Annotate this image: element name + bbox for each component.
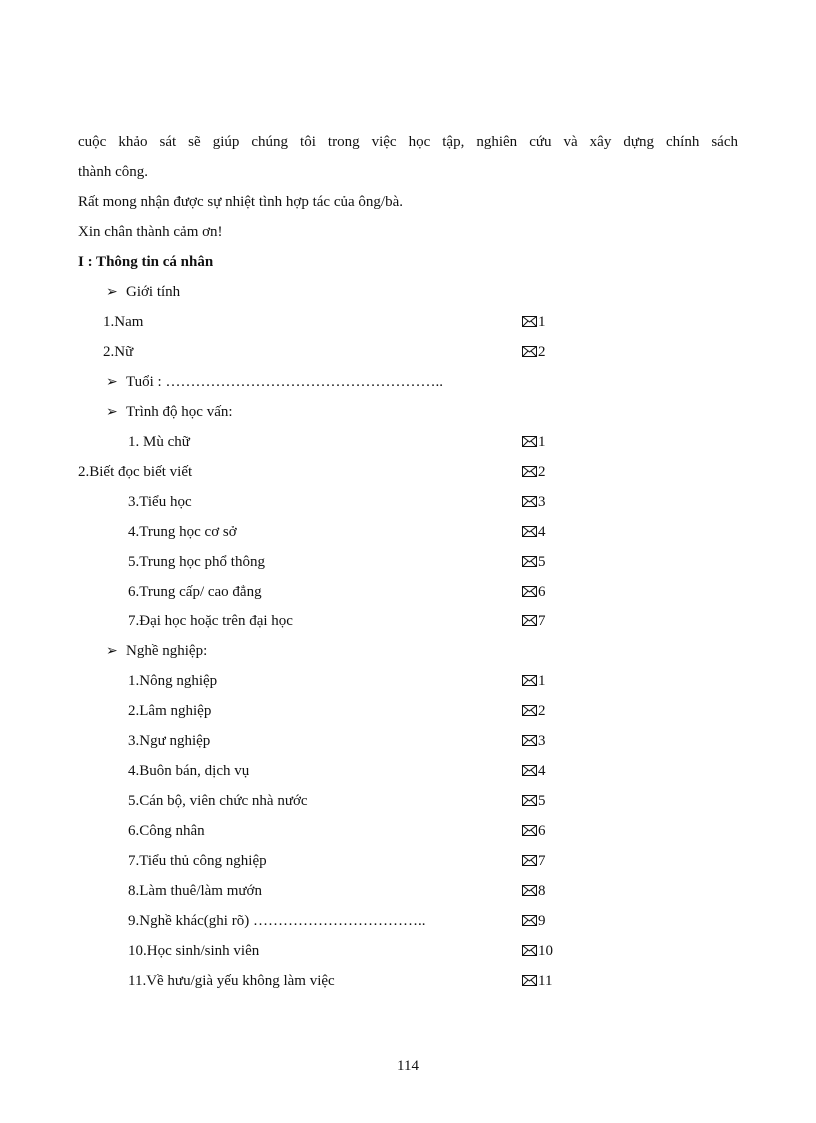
education-option-checkbox[interactable] — [522, 493, 546, 511]
gender-label: Giới tính — [126, 284, 181, 300]
occupation-option-checkbox[interactable] — [522, 792, 546, 810]
option-code: 6 — [538, 823, 546, 839]
occupation-option-label: 8.Làm thuê/làm mướn — [128, 883, 262, 899]
education-option-label: 6.Trung cấp/ cao đẳng — [128, 584, 262, 600]
envelope-x-icon — [522, 466, 537, 477]
education-option-checkbox[interactable] — [522, 523, 546, 541]
gender-option-checkbox[interactable] — [522, 343, 546, 361]
envelope-x-icon — [522, 556, 537, 567]
option-code: 7 — [538, 853, 546, 869]
option-code: 3 — [538, 733, 546, 749]
education-option-label: 5.Trung học phổ thông — [128, 554, 265, 570]
envelope-x-icon — [522, 526, 537, 537]
education-option-checkbox[interactable] — [522, 583, 546, 601]
occupation-option-label: 5.Cán bộ, viên chức nhà nước — [128, 793, 308, 809]
option-code: 11 — [538, 973, 553, 989]
occupation-option-checkbox[interactable] — [522, 732, 546, 750]
education-option-label: 2.Biết đọc biết viết — [78, 464, 193, 480]
envelope-x-icon — [522, 735, 537, 746]
occupation-label: Nghề nghiệp: — [126, 643, 208, 659]
option-code: 1 — [538, 673, 546, 689]
education-option-checkbox[interactable] — [522, 612, 546, 630]
section-title: I : Thông tin cá nhân — [78, 254, 214, 270]
education-option-checkbox[interactable] — [522, 463, 546, 481]
arrow-bullet-icon: ➢ — [106, 375, 118, 390]
education-option-label: 1. Mù chữ — [128, 434, 190, 450]
intro-line-2: thành công. — [78, 164, 148, 180]
occupation-option-checkbox[interactable] — [522, 972, 552, 990]
envelope-x-icon — [522, 436, 537, 447]
education-option-label: 3.Tiểu học — [128, 494, 192, 510]
envelope-x-icon — [522, 855, 537, 866]
age-question — [106, 373, 443, 392]
option-code: 2 — [538, 703, 546, 719]
option-code: 2 — [538, 464, 546, 480]
envelope-x-icon — [522, 675, 537, 686]
option-code: 1 — [538, 314, 546, 330]
envelope-x-icon — [522, 945, 537, 956]
education-option-checkbox[interactable] — [522, 433, 546, 451]
gender-option-label: 1.Nam — [103, 314, 144, 330]
occupation-option-label: 1.Nông nghiệp — [128, 673, 218, 689]
occupation-option-label: 10.Học sinh/sinh viên — [128, 943, 260, 959]
envelope-x-icon — [522, 316, 537, 327]
occupation-option-checkbox[interactable] — [522, 672, 546, 690]
option-code: 6 — [538, 584, 546, 600]
occupation-option-checkbox[interactable] — [522, 852, 546, 870]
occupation-option-label: 6.Công nhân — [128, 823, 205, 839]
occupation-option-checkbox[interactable] — [522, 822, 546, 840]
education-option-checkbox[interactable] — [522, 553, 546, 571]
gender-option-checkbox[interactable] — [522, 313, 546, 331]
option-code: 5 — [538, 793, 546, 809]
option-code: 9 — [538, 913, 546, 929]
option-code: 3 — [538, 494, 546, 510]
intro-line-4: Xin chân thành cảm ơn! — [78, 224, 223, 240]
education-option-label: 4.Trung học cơ sở — [128, 524, 237, 540]
arrow-bullet-icon: ➢ — [106, 285, 118, 300]
envelope-x-icon — [522, 705, 537, 716]
envelope-x-icon — [522, 615, 537, 626]
intro-line-3: Rất mong nhận được sự nhiệt tình hợp tác của ông/bà. — [78, 194, 403, 210]
arrow-bullet-icon: ➢ — [106, 644, 118, 659]
occupation-option-checkbox[interactable] — [522, 762, 546, 780]
occupation-question — [106, 642, 207, 661]
option-code: 1 — [538, 434, 546, 450]
occupation-option-label: 4.Buôn bán, dịch vụ — [128, 763, 250, 779]
envelope-x-icon — [522, 346, 537, 357]
occupation-option-label: 2.Lâm nghiệp — [128, 703, 212, 719]
arrow-bullet-icon: ➢ — [106, 405, 118, 420]
envelope-x-icon — [522, 496, 537, 507]
envelope-x-icon — [522, 885, 537, 896]
option-code: 5 — [538, 554, 546, 570]
option-code: 4 — [538, 524, 546, 540]
envelope-x-icon — [522, 915, 537, 926]
option-code: 7 — [538, 613, 546, 629]
occupation-option-label: 11.Về hưu/già yếu không làm việc — [128, 973, 335, 989]
envelope-x-icon — [522, 975, 537, 986]
education-question — [106, 403, 233, 422]
page-number: 114 — [397, 1058, 419, 1074]
occupation-option-label: 3.Ngư nghiệp — [128, 733, 211, 749]
envelope-x-icon — [522, 586, 537, 597]
option-code: 2 — [538, 344, 546, 360]
age-label: Tuổi : ……………………………………………….. — [126, 374, 443, 390]
education-label: Trình độ học vấn: — [126, 404, 233, 420]
envelope-x-icon — [522, 765, 537, 776]
option-code: 10 — [538, 943, 553, 959]
intro-line-1: cuộc khảo sát sẽ giúp chúng tôi trong việc học tập, nghiên cứu và xây dựng chính sách — [78, 134, 738, 150]
option-code: 8 — [538, 883, 546, 899]
option-code: 4 — [538, 763, 546, 779]
occupation-option-checkbox[interactable] — [522, 942, 553, 960]
occupation-option-label: 9.Nghề khác(ghi rõ) …………………………….. — [128, 913, 426, 929]
occupation-option-checkbox[interactable] — [522, 702, 546, 720]
gender-question — [106, 283, 180, 302]
occupation-option-checkbox[interactable] — [522, 882, 546, 900]
envelope-x-icon — [522, 825, 537, 836]
occupation-option-label: 7.Tiểu thủ công nghiệp — [128, 853, 267, 869]
education-option-label: 7.Đại học hoặc trên đại học — [128, 613, 293, 629]
gender-option-label: 2.Nữ — [103, 344, 134, 360]
envelope-x-icon — [522, 795, 537, 806]
occupation-option-checkbox[interactable] — [522, 912, 546, 930]
